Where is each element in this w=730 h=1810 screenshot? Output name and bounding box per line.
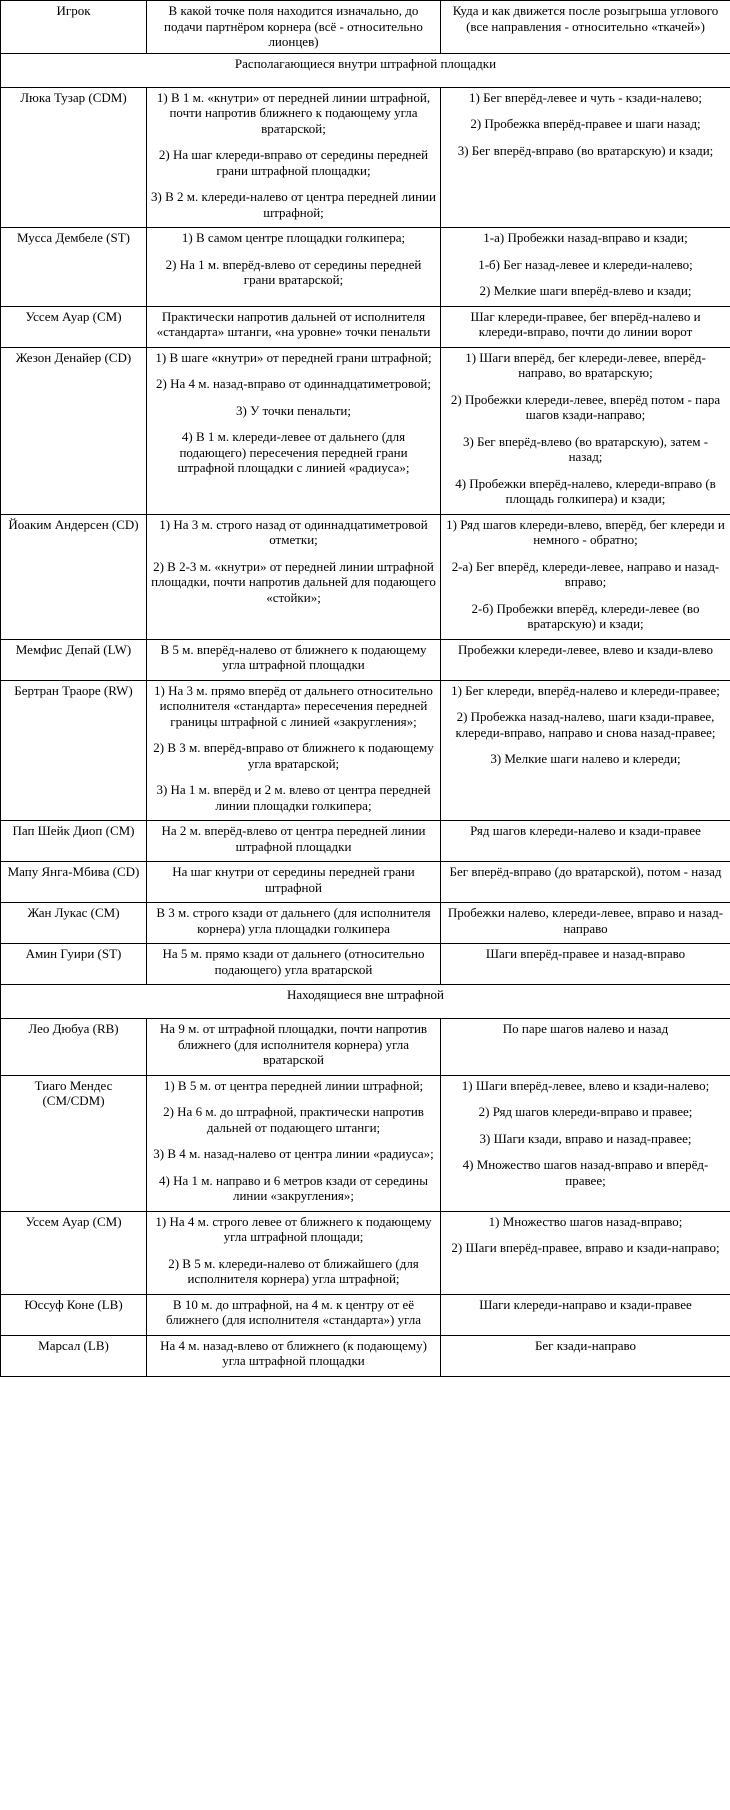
table-row [1, 862, 730, 903]
start-position-item: 3) У точки пенальти; [235, 402, 351, 418]
table-row [1, 639, 730, 680]
player-name: Юссуф Коне (LB) [1, 1294, 147, 1335]
movement-item: 3) Шаги кзади, вправо и назад-правее; [479, 1130, 692, 1146]
start-position-cell [147, 944, 441, 985]
start-position-item: 1) В 1 м. «кнутри» от передней линии штрафной, почти напротив ближнего к подающему угла вратарской; [156, 89, 431, 136]
start-position-cell [147, 862, 441, 903]
movement-item: Пробежки налево, клереди-левее, вправо и назад-направо [447, 905, 724, 936]
movement-item: Бег вперёд-вправо (до вратарской), потом - назад [449, 864, 722, 879]
movement-item: 2-а) Бег вперёд, клереди-левее, направо и назад-вправо; [451, 558, 720, 589]
table-row [1, 87, 730, 228]
movement-cell [441, 514, 730, 639]
section-title: Находящиеся вне штрафной [1, 985, 730, 1019]
movement-item: 3) Бег вперёд-влево (во вратарскую), затем - назад; [462, 433, 709, 464]
player-name: Марсал (LB) [1, 1335, 147, 1376]
player-name: Жан Лукас (CM) [1, 903, 147, 944]
player-name: Пап Шейк Диоп (CM) [1, 821, 147, 862]
movement-cell [441, 1335, 730, 1376]
table-row [1, 1075, 730, 1211]
header-player: Игрок [1, 1, 147, 54]
table-row [1, 821, 730, 862]
movement-item: 1) Бег вперёд-левее и чуть - кзади-налево; [469, 89, 702, 105]
movement-item: 1) Множество шагов назад-вправо; [488, 1213, 683, 1229]
start-position-cell [147, 903, 441, 944]
section-row [1, 985, 730, 1019]
start-position-item: В 5 м. вперёд-налево от ближнего к подающему угла штрафной площадки [160, 641, 427, 672]
start-position-item: 1) В шаге «кнутри» от передней грани штрафной; [155, 349, 432, 365]
start-position-item: 2) В 3 м. вперёд-вправо от ближнего к подающему угла вратарской; [153, 740, 434, 771]
start-position-cell [147, 639, 441, 680]
start-position-item: 2) В 2-3 м. «кнутри» от передней линии штрафной площадки, почти напротив дальней для подающего «стойки»; [151, 558, 436, 605]
player-name: Уссем Ауар (CM) [1, 306, 147, 347]
start-position-cell [147, 1294, 441, 1335]
movement-cell [441, 680, 730, 821]
movement-item: 3) Бег вперёд-вправо (во вратарскую) и кзади; [457, 142, 714, 158]
table-row [1, 306, 730, 347]
movement-item: 2-б) Пробежки вперёд, клереди-левее (во вратарскую) и кзади; [471, 600, 700, 631]
player-name: Мемфис Депай (LW) [1, 639, 147, 680]
start-position-item: 2) На 6 м. до штрафной, практически напротив дальней от подающего штанги; [163, 1104, 424, 1135]
header-row [1, 1, 730, 54]
header-start-position: В какой точке поля находится изначально, до подачи партнёром корнера (всё - относительно лионцев) [147, 1, 441, 54]
table-row [1, 680, 730, 821]
player-name: Амин Гуири (ST) [1, 944, 147, 985]
player-name: Мусса Дембеле (ST) [1, 228, 147, 307]
start-position-item: 2) На 4 м. назад-вправо от одиннадцатиметровой; [156, 376, 431, 391]
start-position-cell [147, 821, 441, 862]
start-position-item: 1) На 3 м. строго назад от одиннадцатиметровой отметки; [159, 516, 428, 547]
start-position-item: 2) На шаг клереди-вправо от середины передней грани штрафной площадки; [158, 147, 429, 178]
movement-item: 2) Шаги вперёд-правее, вправо и кзади-направо; [451, 1240, 720, 1255]
start-position-cell [147, 1075, 441, 1211]
movement-item: Шаги клереди-направо и кзади-правее [479, 1296, 692, 1312]
start-position-cell [147, 87, 441, 228]
start-position-cell [147, 347, 441, 514]
start-position-cell [147, 1335, 441, 1376]
movement-item: 2) Пробежка назад-налево, шаги кзади-правее, клереди-вправо, направо и снова назад-правее; [455, 709, 716, 740]
movement-cell [441, 862, 730, 903]
start-position-item: 1) В самом центре площадки голкипера; [181, 230, 406, 245]
movement-item: 2) Пробежки клереди-левее, вперёд потом - пара шагов кзади-направо; [450, 391, 721, 422]
movement-item: 4) Множество шагов назад-вправо и вперёд-правее; [462, 1157, 709, 1188]
player-name: Йоаким Андерсен (CD) [1, 514, 147, 639]
player-name: Уссем Ауар (CM) [1, 1211, 147, 1294]
table-row [1, 1294, 730, 1335]
movement-cell [441, 347, 730, 514]
table-row [1, 1335, 730, 1376]
player-name: Жезон Денайер (CD) [1, 347, 147, 514]
movement-cell [441, 903, 730, 944]
start-position-item: 1) На 3 м. прямо вперёд от дальнего относительно исполнителя «стандарта» пересечения передней границы штрафной с линией «закругления»; [154, 682, 433, 729]
table-body [1, 53, 730, 1376]
table-row [1, 514, 730, 639]
start-position-item: На 4 м. назад-влево от ближнего (к подающему) угла штрафной площадки [160, 1337, 427, 1368]
movement-cell [441, 87, 730, 228]
table-row [1, 228, 730, 307]
movement-item: Шаги вперёд-правее и назад-вправо [485, 946, 686, 961]
start-position-cell [147, 228, 441, 307]
movement-cell [441, 821, 730, 862]
player-name: Люка Тузар (CDM) [1, 87, 147, 228]
movement-cell [441, 1075, 730, 1211]
movement-item: 1-б) Бег назад-левее и клереди-налево; [478, 256, 693, 272]
section-row [1, 53, 730, 87]
start-position-cell [147, 680, 441, 821]
start-position-item: 3) В 4 м. назад-налево от центра линии «радиуса»; [153, 1146, 434, 1161]
start-position-item: 4) В 1 м. клереди-левее от дальнего (для подающего) пересечения передней грани штрафной площадки с линией «радиуса»; [177, 429, 410, 475]
player-name: Тиаго Мендес (CM/CDM) [1, 1075, 147, 1211]
start-position-cell [147, 1019, 441, 1076]
movement-item: Бег кзади-направо [534, 1337, 637, 1353]
start-position-item: На 9 м. от штрафной площадки, почти напротив ближнего (для исполнителя корнера) угла вратарской [159, 1021, 428, 1067]
movement-item: 4) Пробежки вперёд-налево, клереди-вправо (в площадь голкипера) и кзади; [455, 475, 716, 506]
movement-item: 1) Шаги вперёд-левее, влево и кзади-налево; [461, 1077, 710, 1093]
table-row [1, 1211, 730, 1294]
movement-item: 1) Ряд шагов клереди-влево, вперёд, бег клереди и немного - обратно; [446, 516, 725, 547]
movement-cell [441, 306, 730, 347]
movement-item: 2) Ряд шагов клереди-вправо и правее; [478, 1104, 693, 1119]
start-position-cell [147, 306, 441, 347]
movement-cell [441, 1294, 730, 1335]
movement-item: 1-а) Пробежки назад-вправо и кзади; [483, 230, 688, 245]
start-position-item: На 5 м. прямо кзади от дальнего (относительно подающего) угла вратарской [162, 946, 425, 977]
start-position-item: В 3 м. строго кзади от дальнего (для исполнителя корнера) угла площадки голкипера [156, 905, 431, 936]
table-row [1, 903, 730, 944]
start-position-item: 1) В 5 м. от центра передней линии штрафной; [163, 1077, 424, 1093]
start-position-cell [147, 514, 441, 639]
movement-item: Пробежки клереди-левее, влево и кзади-влево [458, 641, 713, 657]
movement-item: 2) Пробежка вперёд-правее и шаги назад; [470, 116, 701, 131]
movement-cell [441, 1019, 730, 1076]
header-movement: Куда и как движется после розыгрыша углового (все направления - относительно «ткачей») [441, 1, 730, 54]
start-position-cell [147, 1211, 441, 1294]
movement-item: По паре шагов налево и назад [502, 1021, 669, 1036]
start-position-item: В 10 м. до штрафной, на 4 м. к центру от её ближнего (для исполнителя «стандарта») угла [165, 1296, 422, 1327]
movement-cell [441, 944, 730, 985]
start-position-item: 1) На 4 м. строго левее от ближнего к подающему угла штрафной площади; [155, 1213, 432, 1244]
start-position-item: 2) На 1 м. вперёд-влево от середины передней грани вратарской; [165, 256, 422, 287]
movement-cell [441, 639, 730, 680]
movement-item: Ряд шагов клереди-налево и кзади-правее [470, 823, 701, 838]
start-position-item: Практически напротив дальней от исполнителя «стандарта» штанги, «на уровне» точки пенальти [156, 308, 431, 339]
start-position-item: На 2 м. вперёд-влево от центра передней линии штрафной площадки [161, 823, 426, 854]
table-row [1, 347, 730, 514]
start-position-item: 4) На 1 м. направо и 6 метров кзади от середины линии «закругления»; [159, 1172, 428, 1203]
movement-item: Шаг клереди-правее, бег вперёд-налево и клереди-вправо, почти до линии ворот [470, 308, 701, 339]
movement-item: 2) Мелкие шаги вперёд-влево и кзади; [479, 283, 692, 298]
section-title: Располагающиеся внутри штрафной площадки [1, 53, 730, 87]
start-position-item: На шаг кнутри от середины передней грани штрафной [172, 864, 415, 895]
movement-item: 1) Шаги вперёд, бег клереди-левее, вперёд-направо, во вратарскую; [465, 349, 706, 380]
start-position-item: 2) В 5 м. клереди-налево от ближайшего (для исполнителя корнера) угла штрафной; [168, 1255, 419, 1286]
movement-cell [441, 1211, 730, 1294]
player-name: Бертран Траоре (RW) [1, 680, 147, 821]
start-position-item: 3) В 2 м. клереди-налево от центра передней линии штрафной; [151, 189, 436, 220]
table-row [1, 944, 730, 985]
movement-item: 1) Бег клереди, вперёд-налево и клереди-правее; [451, 682, 720, 698]
start-position-item: 3) На 1 м. вперёд и 2 м. влево от центра передней линии площадки голкипера; [156, 782, 431, 813]
movement-item: 3) Мелкие шаги налево и клереди; [490, 751, 681, 766]
movement-cell [441, 228, 730, 307]
table-row [1, 1019, 730, 1076]
player-name: Лео Дюбуа (RB) [1, 1019, 147, 1076]
player-name: Мапу Янга-Мбива (CD) [1, 862, 147, 903]
